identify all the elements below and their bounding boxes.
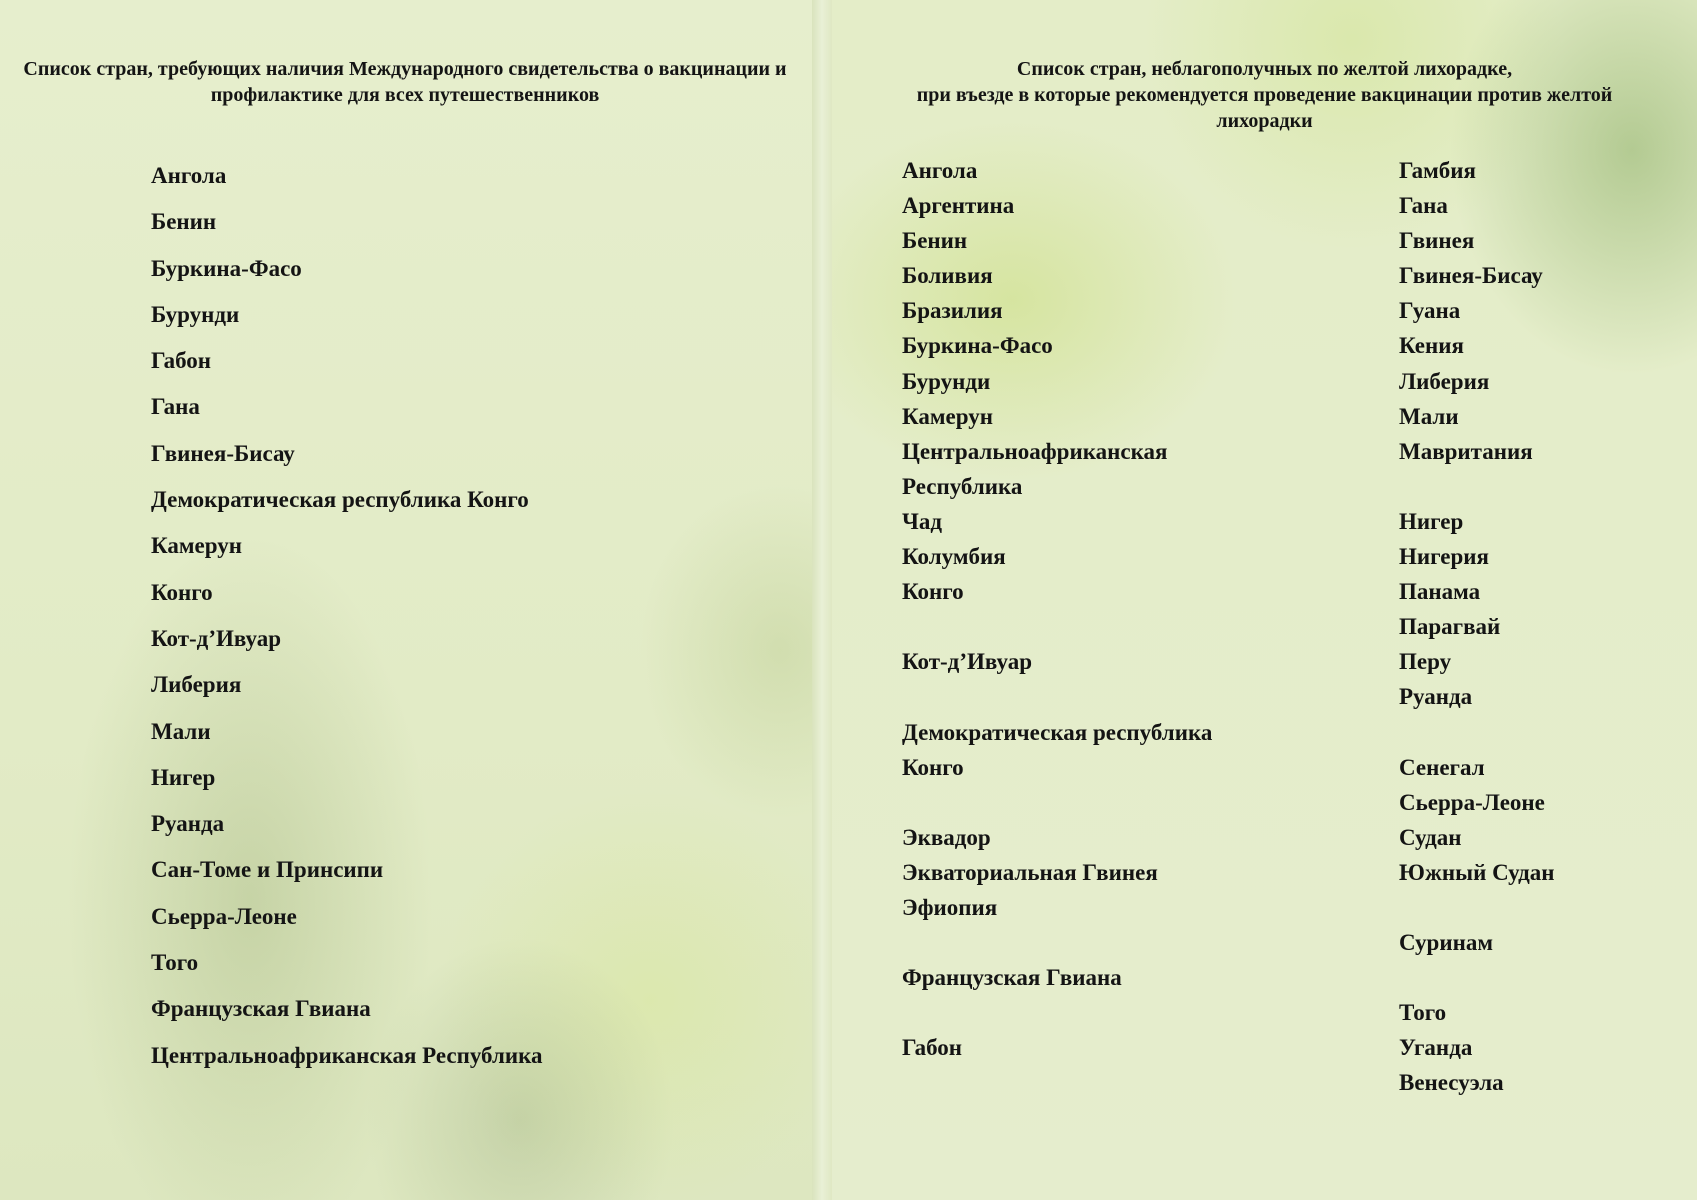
country-item: Гвинея [1399,228,1475,254]
country-item: Мали [1399,403,1459,429]
country-item: Перу [1399,649,1452,675]
country-item: Либерия [151,672,242,698]
country-item: Панама [1399,579,1481,605]
country-item: Судан [1399,824,1462,850]
country-item [1399,890,1555,925]
country-item: Того [1399,1000,1447,1026]
country-item: Буркина-Фасо [151,255,302,281]
country-item: Сан-Томе и Принсипи [151,857,384,883]
country-item: Руанда [151,811,225,837]
country-item: Сенегал [1399,754,1485,780]
country-item: Французская Гвиана [902,965,1122,991]
left-page-title: Список стран, требующих наличия Международного свидетельства о вакцинации и профилактике для всех путешественников [23,58,787,106]
country-list-column-2 [1399,153,1555,1101]
country-item: Южный Судан [1399,859,1555,885]
country-item [1399,960,1555,995]
country-item: Ангола [902,158,978,183]
country-item: Эфиопия [902,894,998,920]
country-item [902,609,1212,644]
country-item: Суринам [1399,930,1493,956]
country-item: Бурунди [902,368,991,394]
country-item: Камерун [902,403,993,429]
country-item: Руанда [1399,684,1473,710]
country-item: Габон [902,1035,963,1061]
country-item: Чад [902,508,943,534]
country-item: Либерия [1399,368,1490,394]
country-item: Республика [902,473,1023,499]
country-item: Демократическая республика [902,719,1213,745]
country-item: Мавритания [1399,438,1533,464]
country-item: Бурунди [151,301,240,327]
country-item: Гана [151,394,200,420]
country-item: Конго [151,579,213,605]
country-item: Боливия [902,263,993,289]
country-item: Бразилия [902,298,1003,324]
country-item: Гана [1399,193,1448,219]
country-item: Уганда [1399,1035,1473,1061]
right-title-line-2: при въезде в которые рекомендуется проведение вакцинации против желтой [916,84,1613,106]
country-item: Бенин [151,209,217,235]
country-item: Нигер [151,764,216,790]
country-item: Конго [902,754,964,780]
country-item: Демократическая республика Конго [151,487,529,513]
right-title-line-1: Список стран, неблагополучных по желтой лихорадке, [1016,58,1513,80]
country-item: Гамбия [1399,158,1476,183]
country-item: Ангола [151,163,227,188]
country-item [902,679,1212,714]
country-item [1399,469,1555,504]
country-item: Гуана [1399,298,1461,324]
country-list-column-1 [902,153,1212,1065]
right-title-line-3: лихорадки [1216,110,1313,132]
country-item: Колумбия [902,544,1006,570]
left-page [0,0,812,1200]
country-item: Мали [151,718,211,744]
country-item: Нигерия [1399,544,1489,570]
country-item: Габон [151,348,212,374]
country-item: Аргентина [902,193,1015,219]
page-gutter [812,0,832,1200]
country-item [902,995,1212,1030]
country-item [902,925,1212,960]
country-item: Буркина-Фасо [902,333,1053,359]
country-item: Того [151,950,199,976]
country-item: Экваториальная Гвинея [902,859,1158,885]
country-item: Кения [1399,333,1464,359]
country-item: Кот-д’Ивуар [902,649,1032,675]
country-item: Кот-д’Ивуар [151,625,281,651]
country-item: Сьерра-Леоне [151,903,297,929]
country-item: Эквадор [902,824,991,850]
country-item: Конго [902,579,964,605]
country-item [902,785,1212,820]
country-item: Гвинея-Бисау [1399,263,1543,289]
country-item: Центральноафриканская [902,438,1168,464]
country-item: Венесуэла [1399,1070,1504,1096]
country-item: Центральноафриканская Республика [151,1042,543,1068]
country-item: Французская Гвиана [151,996,371,1022]
country-item: Сьерра-Леоне [1399,789,1545,815]
country-item: Нигер [1399,508,1464,534]
right-page-title [832,56,1697,134]
right-page [832,0,1697,1200]
country-item: Парагвай [1399,614,1501,640]
country-list-all-travelers [151,153,543,1079]
country-item: Бенин [902,228,968,254]
country-item: Гвинея-Бисау [151,440,295,466]
country-item: Камерун [151,533,242,559]
country-item [1399,715,1555,750]
